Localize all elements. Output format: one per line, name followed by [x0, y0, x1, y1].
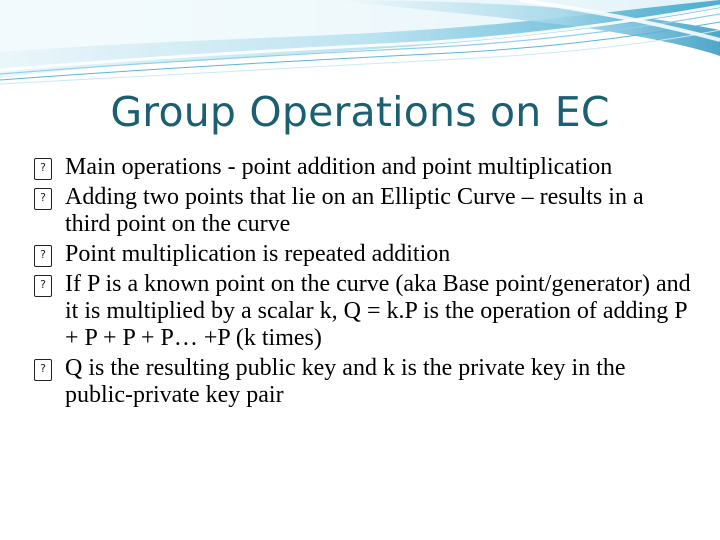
- bullet-item: [34, 271, 694, 352]
- missing-glyph-box-icon: [34, 188, 52, 210]
- missing-glyph-box-icon: [34, 359, 52, 381]
- missing-glyph-box-icon: [34, 158, 52, 180]
- bullet-text: Adding two points that lie on an Elliptic Curve – results in a third point on the curve: [65, 184, 644, 237]
- bullet-list: [34, 154, 694, 412]
- bullet-item: [34, 154, 694, 181]
- bullet-text: Main operations - point addition and point multiplication: [65, 154, 613, 180]
- bullet-item: [34, 184, 694, 238]
- slide-title: Group Operations on EC: [110, 88, 610, 136]
- bullet-text: If P is a known point on the curve (aka Base point/generator) and it is multiplied by a scalar k, Q = k.P is the operation of adding P + P + P + P… +P (k times): [65, 271, 691, 351]
- bullet-text: Point multiplication is repeated addition: [65, 241, 451, 267]
- header-wave-decoration: [0, 0, 720, 90]
- bullet-item: [34, 241, 694, 268]
- missing-glyph-box-icon: [34, 245, 52, 267]
- bullet-text: Q is the resulting public key and k is the private key in the public-private key pair: [65, 355, 626, 408]
- missing-glyph-box-icon: [34, 275, 52, 297]
- bullet-item: [34, 355, 694, 409]
